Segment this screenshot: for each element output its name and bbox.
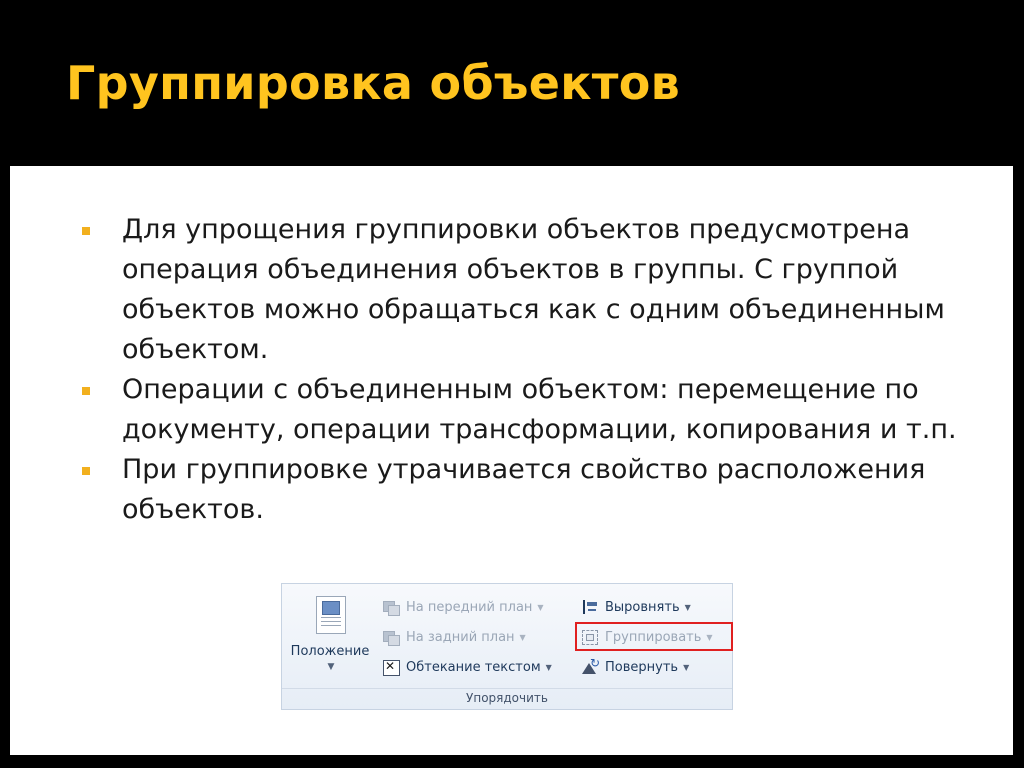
group-label: Группировать (605, 629, 702, 645)
chevron-down-icon: ▼ (684, 602, 691, 612)
bullet-marker-icon (82, 227, 90, 235)
bring-to-front-button[interactable] (382, 596, 544, 618)
rotate-button[interactable] (581, 656, 689, 678)
bullet-marker-icon (82, 467, 90, 475)
position-button[interactable] (284, 588, 376, 684)
align-icon (581, 599, 599, 615)
chevron-down-icon: ▼ (519, 632, 526, 642)
bullet-text: Для упрощения группировки объектов предусмотрена операция объединения объектов в группы. С группой объектов можно обращаться как с одним объединенным объектом. (122, 214, 945, 365)
ribbon-group-label: Упорядочить (466, 691, 548, 705)
bullet-marker-icon (82, 387, 90, 395)
bullet-text: При группировке утрачивается свойство расположения объектов. (122, 454, 926, 525)
bullet-item (80, 370, 960, 450)
title-bar (0, 0, 1024, 160)
bring-front-label: На передний план (406, 599, 533, 615)
send-back-label: На задний план (406, 629, 515, 645)
page-position-icon (316, 596, 346, 634)
rotate-icon (581, 659, 599, 675)
chevron-down-icon: ▼ (537, 602, 544, 612)
bullet-list (80, 210, 960, 530)
group-highlight-box (575, 622, 733, 651)
arrange-ribbon-group (281, 583, 733, 710)
ribbon-divider (282, 688, 732, 689)
chevron-down-icon: ▼ (683, 662, 690, 672)
bullet-item (80, 210, 960, 370)
text-wrap-label: Обтекание текстом (406, 659, 541, 675)
send-back-icon (382, 629, 400, 645)
slide-title: Группировка объектов (66, 56, 681, 110)
bullet-text: Операции с объединенным объектом: перемещение по документу, операции трансформации, копирования и т.п. (122, 374, 957, 445)
text-wrap-icon (382, 659, 400, 675)
bullet-item (80, 450, 960, 530)
bring-front-icon (382, 599, 400, 615)
position-label: Положение (290, 644, 370, 659)
align-button[interactable] (581, 596, 691, 618)
chevron-down-icon: ▼ (327, 662, 335, 672)
send-to-back-button[interactable] (382, 626, 526, 648)
align-label: Выровнять (605, 599, 680, 615)
content-panel (10, 166, 1013, 755)
rotate-label: Повернуть (605, 659, 679, 675)
text-wrap-button[interactable] (382, 656, 552, 678)
chevron-down-icon: ▼ (706, 632, 713, 642)
chevron-down-icon: ▼ (545, 662, 552, 672)
